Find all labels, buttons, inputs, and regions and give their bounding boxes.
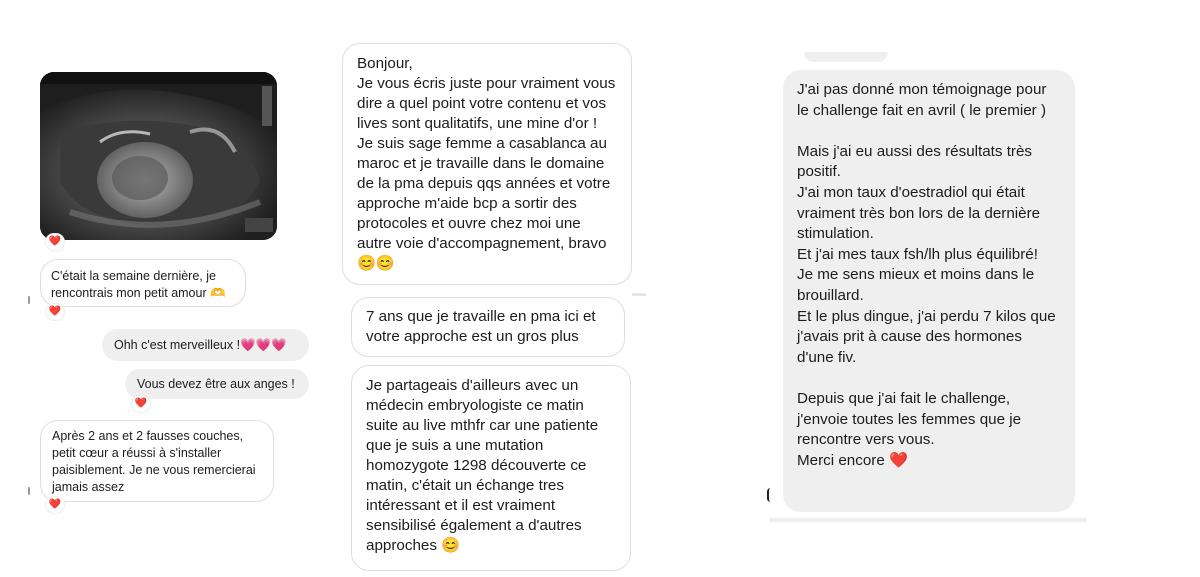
read-indicator <box>28 296 30 304</box>
previous-bubble-edge <box>804 52 888 62</box>
message-bubble[interactable] <box>783 70 1075 512</box>
message-text: Je partageais d'ailleurs avec un médecin embryologiste ce matin suite au live mthfr car une patiente que je suis a une mutation homozygote 1298 découverte ce matin, c'était un échange tres intéressant et il est vraiment sensibilisé également a d'autres approches 😊 <box>366 377 599 554</box>
message-text: Bonjour, Je vous écris juste pour vraiment vous dire a quel point votre contenu et vos lives sont qualitatifs, une mine d'or ! Je suis sage femme a casablanca au maroc et je travaille dans le domaine de la pma depuis qqs années et votre approche m'aide bcp a sortir des protocoles et ouvre chez moi une autre voie d'accompagnement, bravo 😊😊 <box>357 55 616 272</box>
message-text: C'était la semaine dernière, je rencontrais mon petit amour 🫶 <box>51 269 226 300</box>
scroll-indicator <box>632 293 646 296</box>
ultrasound-image[interactable] <box>40 72 277 240</box>
message-bubble[interactable] <box>351 365 631 571</box>
message-bubble-sent[interactable] <box>102 329 309 361</box>
message-text: 7 ans que je travaille en pma ici et votre approche est un gros plus <box>366 308 596 345</box>
message-bubble[interactable] <box>351 297 625 357</box>
heart-icon: ❤️ <box>48 236 62 247</box>
reaction-badge[interactable] <box>46 304 64 320</box>
heart-icon: ❤️ <box>48 499 62 510</box>
message-bubble[interactable] <box>342 43 632 285</box>
message-text: Après 2 ans et 2 fausses couches, petit cœur a réussi à s'installer paisiblement. Je ne vous remercierai jamais assez <box>52 429 256 494</box>
reaction-badge[interactable] <box>46 497 64 513</box>
message-text: Ohh c'est merveilleux !💗💗💗 <box>114 338 287 352</box>
reaction-badge[interactable] <box>132 396 150 412</box>
ultrasound-scan-graphic <box>40 72 277 240</box>
heart-icon: ❤️ <box>134 398 148 409</box>
message-text: J'ai pas donné mon témoignage pour le challenge fait en avril ( le premier ) Mais j'ai eu aussi des résultats très positif. J'ai mon taux d'oestradiol qui était vraiment très bon lors de la dernière stimulation. Et j'ai mes taux fsh/lh plus équilibré! Je me sens mieux et moins dans le brouillard. Et le plus dingue, j'ai perdu 7 kilos que j'avais prit à cause des hormones d'une fiv. Depuis que j'ai fait le challenge, j'envoie toutes les femmes que je rencontre vers vous. Merci encore ❤️ <box>797 81 1056 469</box>
read-indicator <box>28 487 30 495</box>
scroll-indicator <box>769 518 1087 522</box>
message-bubble-sent[interactable] <box>125 369 309 399</box>
heart-icon: ❤️ <box>48 306 62 317</box>
message-bubble[interactable] <box>40 420 274 502</box>
avatar-edge <box>767 488 774 502</box>
message-bubble[interactable] <box>40 259 246 307</box>
reaction-badge[interactable] <box>46 234 64 250</box>
message-text: Vous devez être aux anges ! <box>137 377 295 391</box>
